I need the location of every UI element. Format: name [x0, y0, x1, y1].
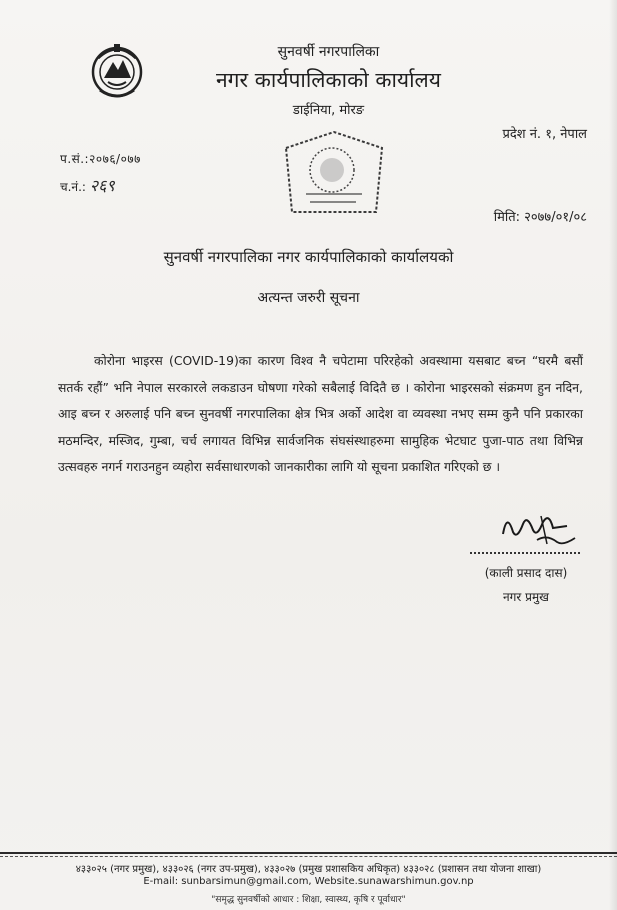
province-label: प्रदेश नं. १, नेपाल	[502, 127, 587, 142]
signer-title: नगर प्रमुख	[503, 590, 549, 604]
footer-slogan: "समृद्ध सुनवर्षीको आधार : शिक्षा, स्वास्थ्य, कृषि र पूर्वाधार"	[211, 895, 406, 905]
notice-office-title: सुनवर्षी नगरपालिका नगर कार्यपालिकाको कार्यालयको	[163, 248, 454, 266]
office-location: डाईनिया, मोरङ	[292, 103, 365, 118]
municipality-name: सुनवर्षी नगरपालिका	[277, 44, 380, 60]
page-edge-shadow	[609, 0, 617, 910]
footer-divider	[0, 852, 617, 854]
dispatch-number	[60, 174, 115, 196]
reference-number: प.सं.:२०७६/०७७	[60, 152, 141, 166]
dispatch-number-value: २६९	[89, 176, 115, 195]
footer-divider-dashed	[0, 856, 617, 857]
handwritten-signature	[497, 504, 581, 550]
signer-name: (काली प्रसाद दास)	[484, 566, 568, 580]
issue-date: मिति: २०७७/०१/०८	[493, 210, 587, 225]
dispatch-number-label: च.नं.:	[60, 180, 86, 194]
footer-phone-numbers: ४३३०२५ (नगर प्रमुख), ४३३०२६ (नगर उप-प्रमुख), ४३३०२७ (प्रमुख प्रशासकिय अधिकृत) ४३३०२८ (प्रशासन तथा योजना शाखा)	[75, 864, 542, 875]
notice-title: अत्यन्त जरुरी सूचना	[257, 290, 360, 306]
signature-line	[470, 552, 580, 554]
office-stamp	[276, 128, 392, 224]
notice-body: कोरोना भाइरस (COVID-19)का कारण विश्व नै चपेटामा परिरहेको अवस्थामा यसबाट बच्न “घरमै बसौं सतर्क रहौं” भनि नेपाल सरकारले लकडाउन घोषणा गरेको सबैलाई विदितै छ । कोरोना भाइरसको संक्रमण हुन नदिन, आइ बच्न र अरुलाई पनि बच्न सुनवर्षी नगरपालिका क्षेत्र भित्र अर्को आदेश वा व्यवस्था नभए सम्म कुनै पनि प्रकारका मठमन्दिर, मस्जिद, गुम्बा, चर्च लगायत विभिन्न सार्वजनिक संघसंस्थाहरुमा सामुहिक भेटघाट पुजा-पाठ तथा विभिन्न उत्सवहरु नगर्न गराउनहुन व्यहोरा सर्वसाधारणको जानकारीका लागि यो सूचना प्रकाशित गरिएको छ ।	[58, 353, 583, 474]
footer-contact: E-mail: sunbarsimun@gmail.com, Website.sunawarshimun.gov.np	[143, 876, 474, 887]
office-name: नगर कार्यपालिकाको कार्यालय	[216, 68, 441, 92]
